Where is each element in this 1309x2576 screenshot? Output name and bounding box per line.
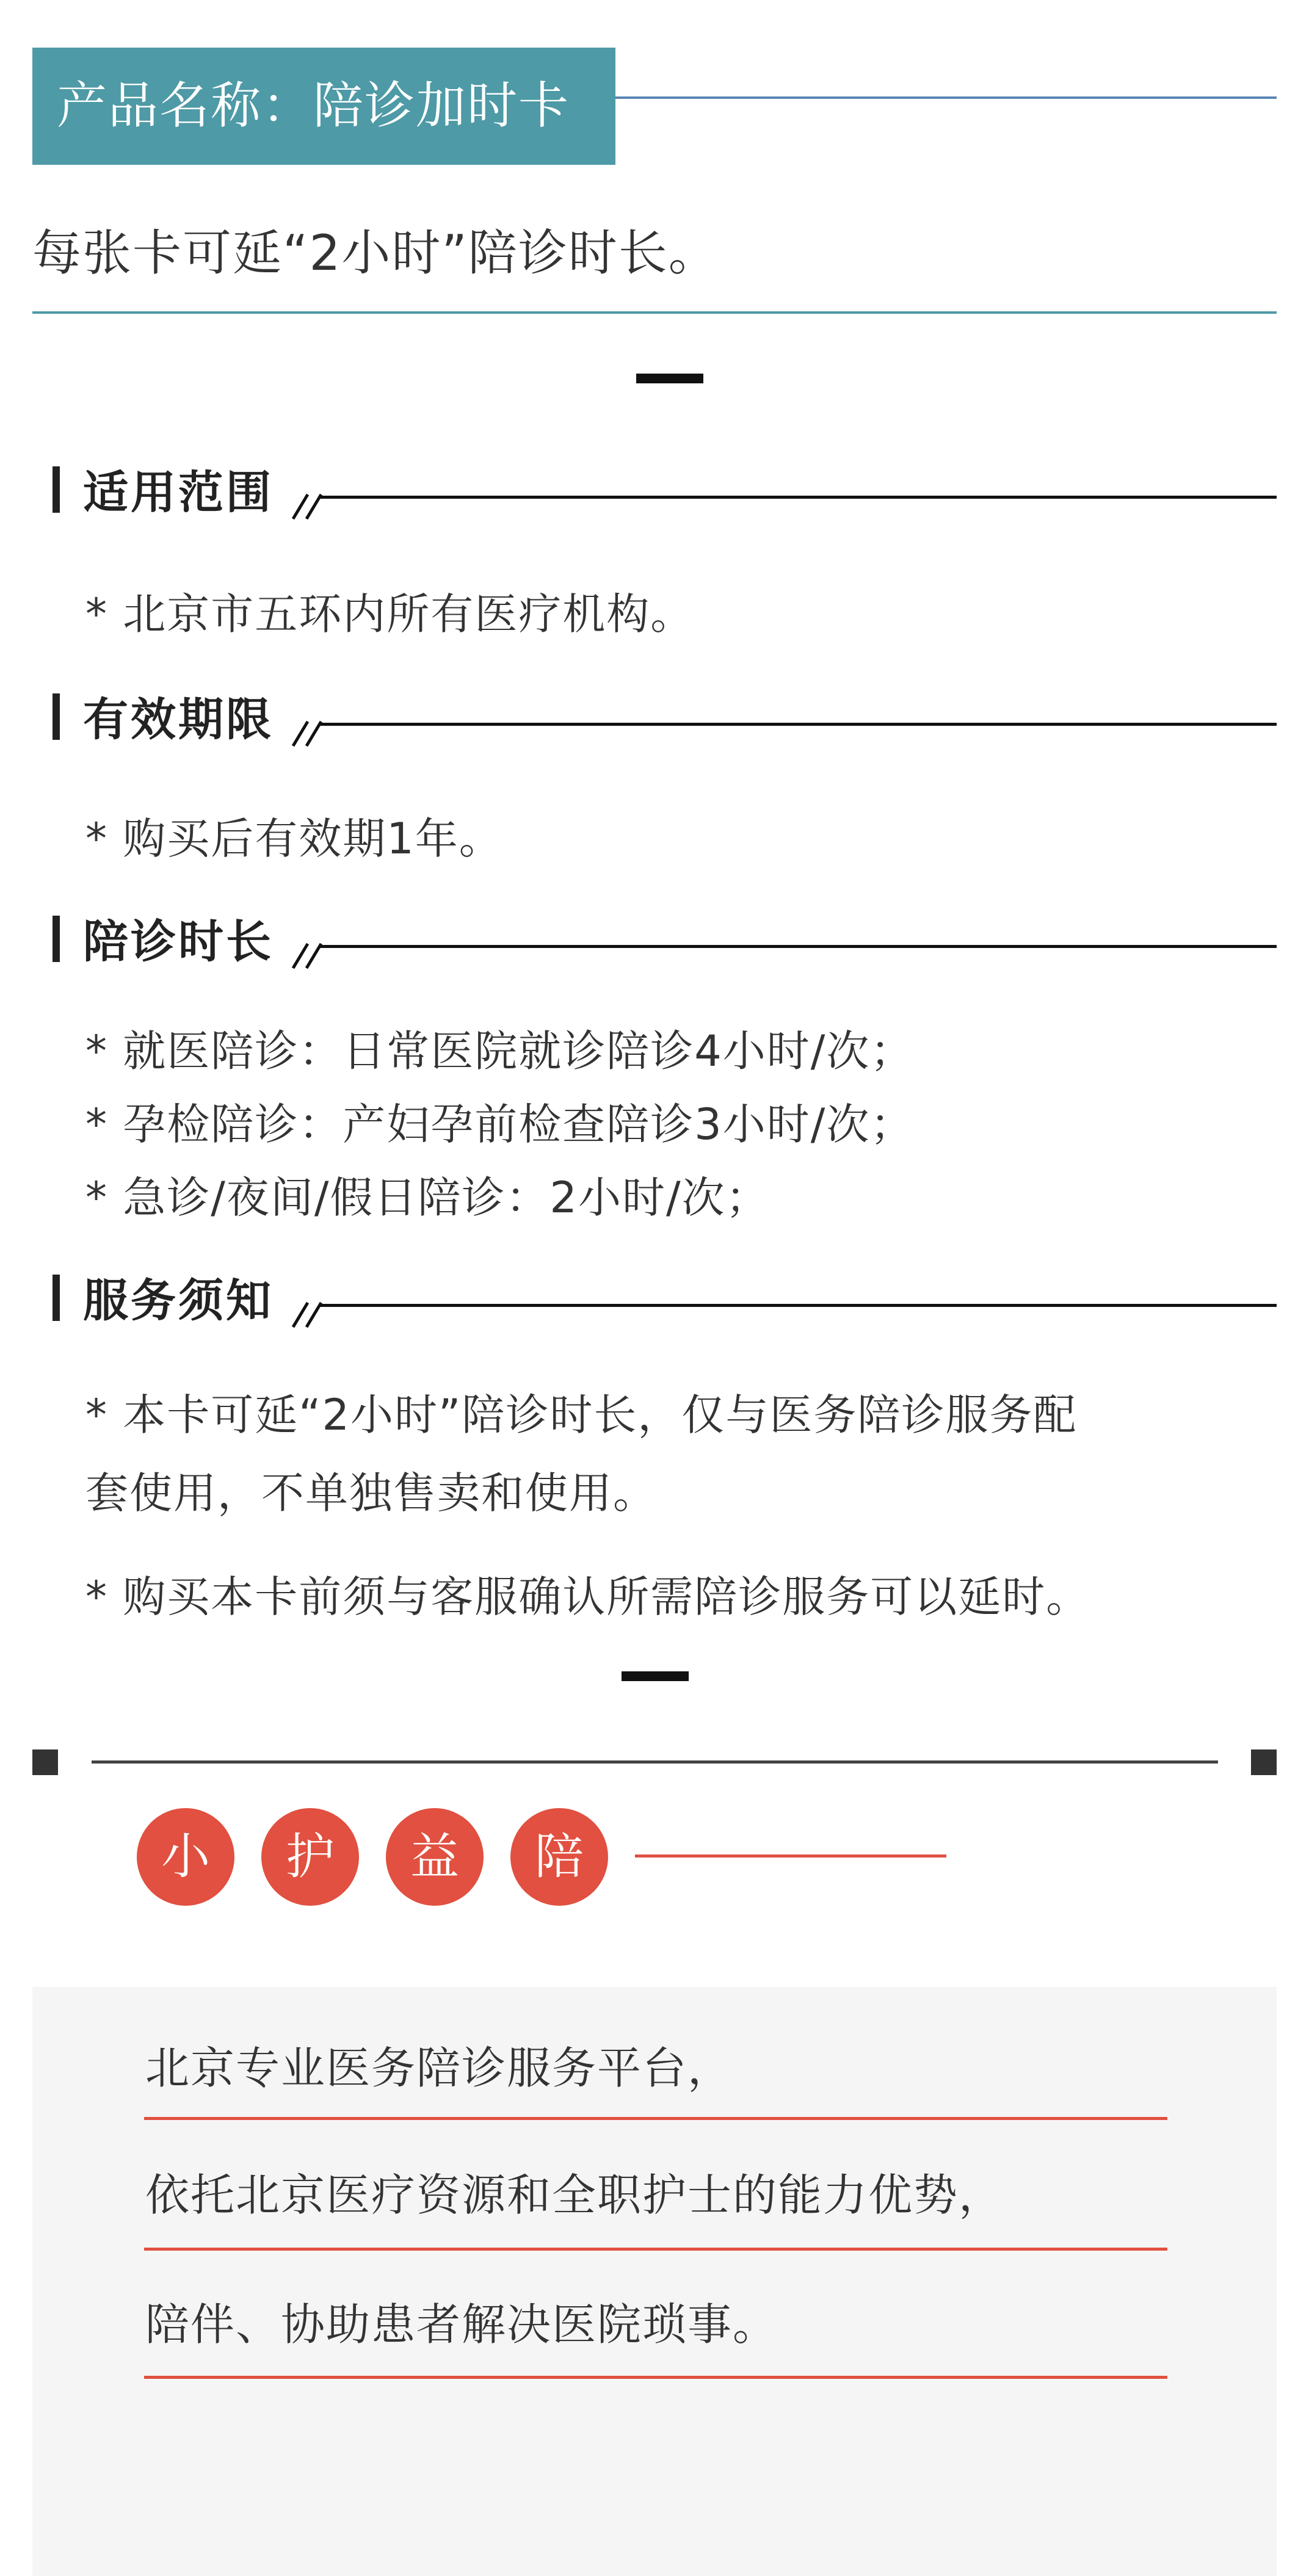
product-title: 产品名称：陪诊加时卡 (32, 48, 615, 165)
section-marker (53, 466, 60, 513)
section-item: * 北京市五环内所有医疗机构。 (85, 589, 695, 639)
square-ornament-left (32, 1749, 58, 1775)
brand-char-circle: 陪 (510, 1808, 608, 1906)
intro-rule (144, 2248, 1167, 2251)
section-title-notice: 服务须知 (83, 1275, 274, 1327)
brand-char-circle: 护 (261, 1808, 359, 1906)
section-line (320, 723, 1277, 726)
brand-char-circle: 益 (386, 1808, 484, 1906)
section-title-validity: 有效期限 (83, 693, 274, 746)
section-item: * 孕检陪诊：产妇孕前检查陪诊3小时/次； (85, 1099, 915, 1149)
intro-line: 依托北京医疗资源和全职护士的能力优势， (145, 2169, 1004, 2221)
product-subtitle: 每张卡可延“2小时”陪诊时长。 (32, 225, 719, 281)
subtitle-rule (32, 311, 1277, 314)
section-marker (53, 693, 60, 740)
intro-rule (144, 2376, 1167, 2379)
section-item: * 本卡可延“2小时”陪诊时长，仅与医务陪诊服务配 (85, 1390, 1078, 1440)
section-line (320, 945, 1277, 948)
square-ornament-right (1251, 1749, 1277, 1775)
section-item: 套使用，不单独售卖和使用。 (85, 1468, 657, 1518)
section-marker (53, 916, 60, 962)
section-dash-bottom (622, 1671, 689, 1681)
brand-char-circle: 小 (137, 1808, 234, 1906)
ornament-line (92, 1760, 1218, 1764)
intro-line: 陪伴、协助患者解决医院琐事。 (145, 2299, 778, 2350)
section-line (320, 1304, 1277, 1307)
section-item: * 急诊/夜间/假日陪诊：2小时/次； (85, 1173, 770, 1223)
section-item: * 就医陪诊：日常医院就诊陪诊4小时/次； (85, 1026, 915, 1076)
section-title-duration: 陪诊时长 (83, 916, 274, 968)
section-item: * 购买本卡前须与客服确认所需陪诊服务可以延时。 (85, 1572, 1090, 1622)
section-title-scope: 适用范围 (83, 466, 274, 519)
intro-rule (144, 2117, 1167, 2120)
title-divider-line (615, 96, 1277, 99)
section-dash-top (636, 374, 703, 383)
brand-accent-line (635, 1854, 946, 1858)
section-item: * 购买后有效期1年。 (85, 814, 503, 864)
section-line (320, 496, 1277, 499)
intro-line: 北京专业医务陪诊服务平台， (145, 2042, 733, 2094)
section-marker (53, 1275, 60, 1321)
